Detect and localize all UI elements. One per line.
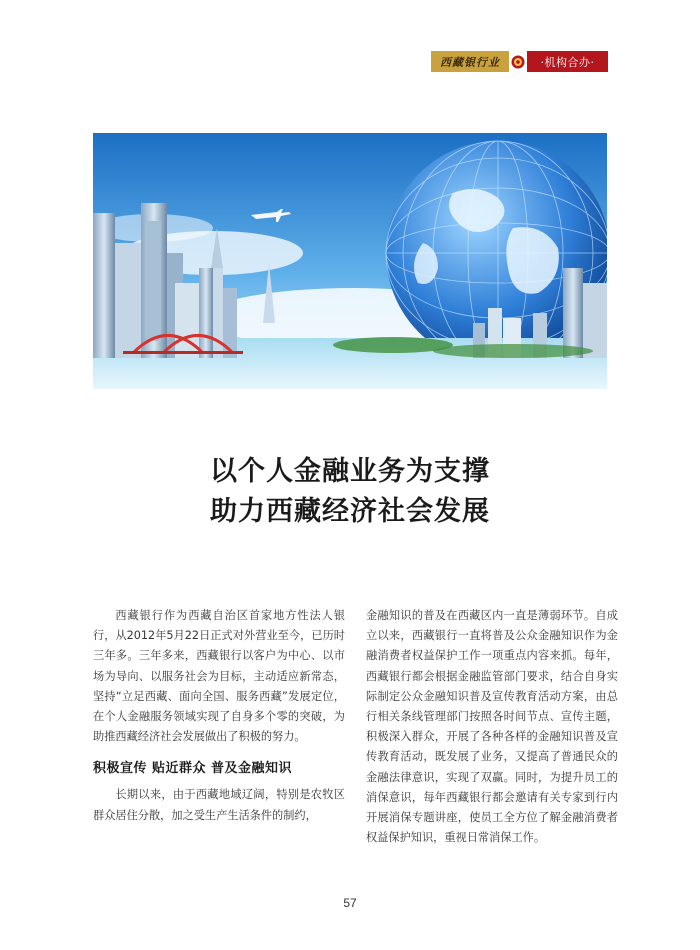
section-header-badge — [431, 51, 608, 72]
article-title — [0, 452, 700, 532]
emblem-icon — [509, 51, 527, 72]
section-name: ·机构合办· — [540, 55, 595, 69]
publication-name: 西藏银行业 — [440, 55, 500, 69]
title-line-1: 以个人金融业务为支撑 — [210, 456, 490, 487]
intro-paragraph: 西藏银行作为西藏自治区首家地方性法人银行，从2012年5月22日正式对外营业至今，已历时三年多。三年多来，西藏银行以客户为中心、以市场为导向、以服务社会为目标，主动适应新常态，坚持“立足西藏、面向全国、服务西藏”发展定位，在个人金融服务领域实现了自身多个零的突破，为助推西藏经济社会发展做出了积极的努力。 — [93, 609, 345, 744]
publication-label-box — [431, 51, 509, 72]
body-paragraph-continued: 金融知识的普及在西藏区内一直是薄弱环节。自成立以来，西藏银行一直将普及公众金融知识作为金融消费者权益保护工作一项重点内容来抓。每年，西藏银行都会根据金融监管部门要求，结合自身实际制定公众金融知识普及宣传教育活动方案，由总行相关条线管理部门按照各时间节点、宣传主题，积极深入群众，开展了各种各样的金融知识普及宣传教育活动，既发展了业务，又提高了普通民众的金融法律意识，实现了双赢。同时，为提升员工的消保意识，每年西藏银行都会邀请有关专家到行内开展消保专题讲座，使员工全方位了解金融消费者权益保护知识，重视日常消保工作。 — [366, 609, 618, 845]
title-line-2: 助力西藏经济社会发展 — [210, 496, 490, 527]
section-label-box — [527, 51, 608, 72]
hero-image — [93, 133, 607, 389]
section-subheading: 积极宣传 贴近群众 普及金融知识 — [93, 761, 293, 777]
left-column — [93, 606, 345, 826]
right-column — [366, 606, 618, 848]
page-number: 57 — [343, 896, 357, 910]
body-paragraph: 长期以来，由于西藏地域辽阔，特别是农牧区群众居住分散，加之受生产生活条件的制约， — [93, 788, 345, 822]
